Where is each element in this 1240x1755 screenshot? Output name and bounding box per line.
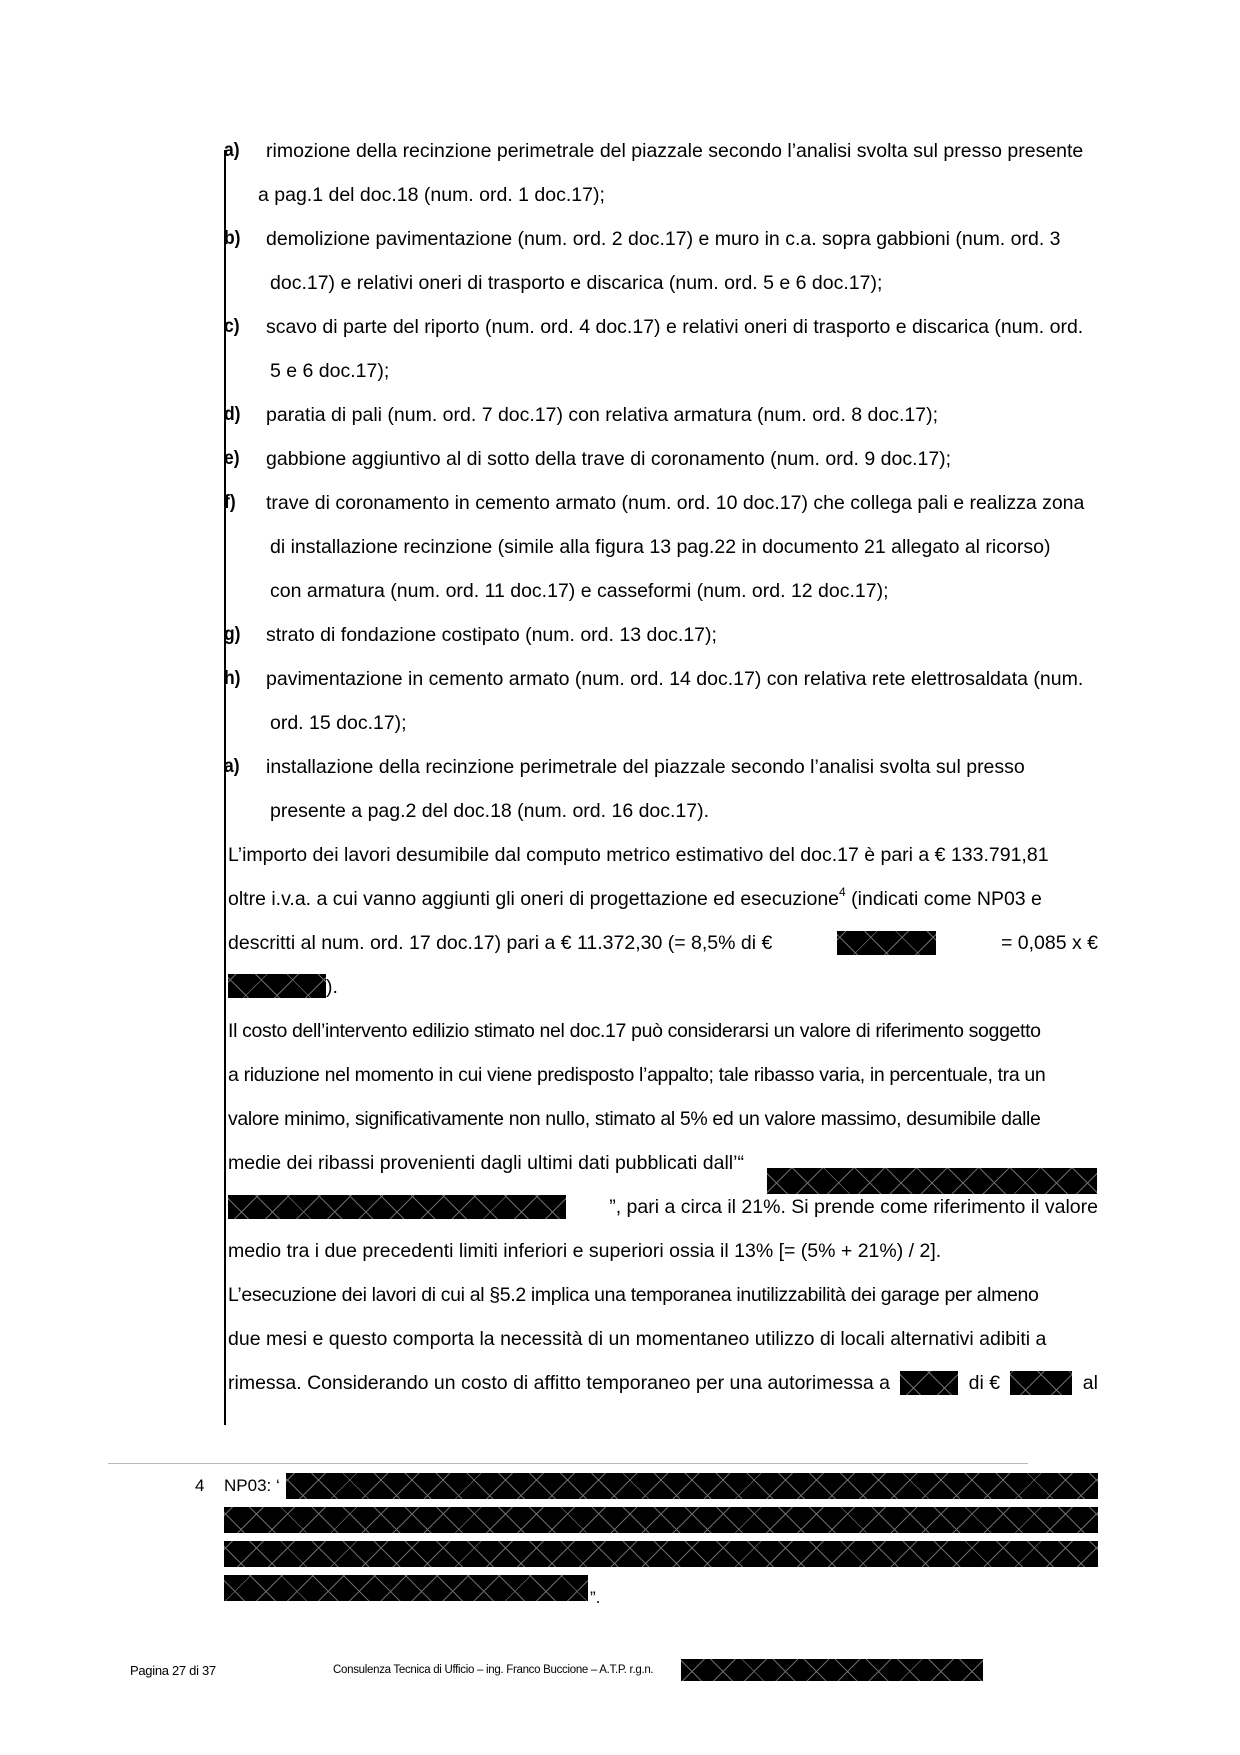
list-item-d: paratia di pali (num. ord. 7 doc.17) con relativa armatura (num. ord. 8 doc.17); — [266, 404, 938, 426]
footnote-label: NP03: ‘ — [224, 1476, 280, 1495]
redacted-block — [1010, 1371, 1072, 1395]
list-item-f: trave di coronamento in cemento armato (num. ord. 10 doc.17) che collega pali e realizza zona di installazione recinzione (simile alla figura 13 pag.22 in documento 21 allegato al ricorso) con armatura (num. ord. 11 doc.17) e casseformi (num. ord. 12 doc.17); — [266, 492, 1085, 602]
redacted-block — [228, 1195, 566, 1219]
footnote-separator — [108, 1463, 1028, 1464]
redacted-block — [228, 974, 326, 998]
redacted-block — [224, 1575, 588, 1601]
list-label-b: b) — [224, 228, 241, 249]
redacted-block — [224, 1541, 1098, 1567]
paragraph-importo: L’importo dei lavori desumibile dal computo metrico estimativo del doc.17 è pari a € 133.791,81 oltre i.v.a. a cui vanno aggiunti gli oneri di progettazione ed esecuzione$^4$ (indicati come NP03 e descritti al num. ord. 17 doc.17) pari a € 11.372,30 (= 8,5% di € = 0,085 x € ). — [228, 844, 1098, 998]
footnote-end: ”. — [590, 1588, 601, 1607]
redacted-block — [286, 1473, 1098, 1499]
redacted-block — [767, 1168, 1097, 1194]
redacted-block — [681, 1659, 983, 1681]
list-item-g: strato di fondazione costipato (num. ord. 13 doc.17); — [266, 624, 717, 646]
list-item-h: pavimentazione in cemento armato (num. ord. 14 doc.17) con relativa rete elettrosaldata (num. ord. 15 doc.17); — [266, 668, 1084, 734]
paragraph-ribasso: Il costo dell’intervento edilizio stimato nel doc.17 può considerarsi un valore di riferimento soggetto a riduzione nel momento in cui viene predisposto l’appalto; tale ribasso varia, in percentuale, tra un valore minimo, significativamente non nullo, stimato al 5% ed un valore massimo, desumibile dalle medie dei ribassi provenienti dagli ultimi dati pubblicati dall’“ ”, pari a circa il 21%. Si prende come riferimento il valore medio tra i due precedenti limiti inferiori e superiori ossia il 13% [= (5% + 21%) / 2]. — [228, 1020, 1098, 1262]
list-label-f: f) — [224, 492, 236, 513]
page-number: Pagina 27 di 37 — [130, 1663, 216, 1678]
list-label-g: g) — [224, 624, 241, 645]
redacted-block — [224, 1507, 1098, 1533]
list-label-a2: a) — [224, 756, 240, 777]
list-label-c: c) — [224, 316, 240, 337]
list-label-a: a) — [224, 140, 240, 161]
footnote-ref[interactable]: 4 — [839, 885, 846, 899]
footer-title: Consulenza Tecnica di Ufficio – ing. Franco Buccione – A.T.P. r.g.n. — [333, 1664, 654, 1676]
redacted-block — [900, 1371, 958, 1395]
list-item-a2: installazione della recinzione perimetrale del piazzale secondo l’analisi svolta sul presso presente a pag.2 del doc.18 (num. ord. 16 doc.17). — [266, 756, 1025, 822]
list-item-a: rimozione della recinzione perimetrale del piazzale secondo l’analisi svolta sul presso presente a pag.1 del doc.18 (num. ord. 1 doc.17); — [258, 140, 1084, 206]
list-item-e: gabbione aggiuntivo al di sotto della trave di coronamento (num. ord. 9 doc.17); — [266, 448, 952, 470]
list-label-e: e) — [224, 448, 240, 469]
paragraph-garage: L’esecuzione dei lavori di cui al §5.2 implica una temporanea inutilizzabilità dei garage per almeno due mesi e questo comporta la necessità di un momentaneo utilizzo di locali alternativi adibiti a rimessa. Considerando un costo di affitto temporaneo per una autorimessa a di € al — [228, 1284, 1098, 1394]
list-label-h: h) — [224, 668, 241, 689]
list-item-c: scavo di parte del riporto (num. ord. 4 doc.17) e relativi oneri di trasporto e discarica (num. ord. 5 e 6 doc.17); — [266, 316, 1084, 382]
footnote-number: 4 — [195, 1476, 205, 1495]
list-label-d: d) — [224, 404, 241, 425]
redacted-block — [837, 931, 936, 955]
list-item-b: demolizione pavimentazione (num. ord. 2 doc.17) e muro in c.a. sopra gabbioni (num. ord. 3 doc.17) e relativi oneri di trasporto e discarica (num. ord. 5 e 6 doc.17); — [266, 228, 1061, 294]
